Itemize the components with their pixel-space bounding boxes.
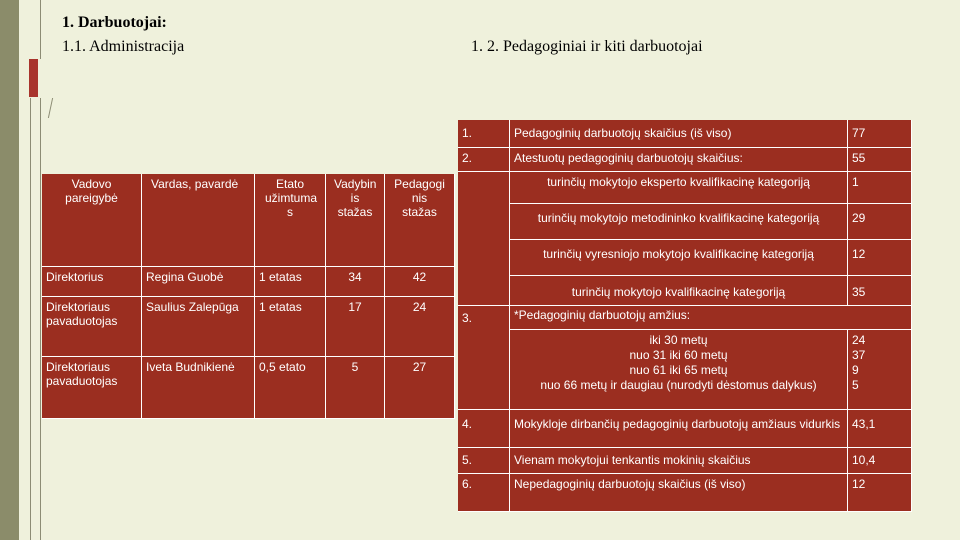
ped-age-under30-value: 24 (852, 333, 866, 347)
ped-age-61-65-value: 9 (852, 363, 859, 377)
admin-row1-pedagogical-tenure: 42 (385, 267, 455, 297)
ped-category-senior-value: 12 (848, 240, 912, 276)
ped-age-groups (510, 330, 848, 410)
decorative-line (48, 98, 53, 118)
admin-row1-name: Regina Guobė (142, 267, 255, 297)
ped-row6-value: 12 (848, 474, 912, 512)
ped-age-31-60: nuo 31 iki 60 metų (629, 348, 728, 362)
ped-row1-number: 1. (458, 120, 510, 148)
ped-age-61-65: nuo 61 iki 65 metų (629, 363, 728, 377)
ped-category-methodist-label: turinčių mokytojo metodininko kvalifikacinę kategoriją (510, 204, 848, 240)
ped-row5-label: Vienam mokytojui tenkantis mokinių skaičius (510, 448, 848, 474)
ped-row1-value: 77 (848, 120, 912, 148)
page-title: 1. Darbuotojai: (62, 14, 167, 31)
ped-row5-number: 5. (458, 448, 510, 474)
ped-category-expert-label: turinčių mokytojo eksperto kvalifikacinę kategoriją (510, 172, 848, 204)
admin-subtitle: 1.1. Administracija (62, 38, 185, 55)
ped-category-senior-label: turinčių vyresniojo mokytojo kvalifikacinę kategoriją (510, 240, 848, 276)
ped-row3-number: 3. (458, 306, 510, 410)
decorative-line (30, 98, 31, 540)
admin-row2-name: Saulius Zalepūga (142, 297, 255, 357)
admin-row2-pedagogical-tenure: 24 (385, 297, 455, 357)
ped-category-number-blank (458, 172, 510, 306)
ped-category-methodist-value: 29 (848, 204, 912, 240)
admin-row3-managerial-tenure: 5 (326, 357, 385, 419)
ped-row5-value: 10,4 (848, 448, 912, 474)
admin-header-position: Vadovo pareigybė (42, 174, 142, 267)
ped-category-expert-value: 1 (848, 172, 912, 204)
decorative-line (40, 0, 41, 59)
ped-age-values (848, 330, 912, 410)
left-decorative-bar (0, 0, 19, 540)
admin-row2-position: Direktoriaus pavaduotojas (42, 297, 142, 357)
ped-category-teacher-label: turinčių mokytojo kvalifikacinę kategoriją (510, 276, 848, 306)
admin-row3-name: Iveta Budnikienė (142, 357, 255, 419)
admin-header-pedagogical-tenure: Pedagogi nis stažas (385, 174, 455, 267)
ped-age-66plus-value: 5 (852, 378, 859, 392)
ped-age-under30: iki 30 metų (649, 333, 708, 347)
admin-row1-position: Direktorius (42, 267, 142, 297)
admin-row3-position: Direktoriaus pavaduotojas (42, 357, 142, 419)
ped-age-31-60-value: 37 (852, 348, 866, 362)
ped-row3-label: *Pedagoginių darbuotojų amžius: (510, 306, 912, 330)
admin-row2-managerial-tenure: 17 (326, 297, 385, 357)
admin-row1-workload: 1 etatas (255, 267, 326, 297)
admin-header-managerial-tenure: Vadybin is stažas (326, 174, 385, 267)
red-tab-marker (29, 59, 38, 97)
ped-row4-label: Mokykloje dirbančių pedagoginių darbuotojų amžiaus vidurkis (510, 410, 848, 448)
ped-row4-number: 4. (458, 410, 510, 448)
ped-row2-value: 55 (848, 148, 912, 172)
admin-row2-workload: 1 etatas (255, 297, 326, 357)
pedagogical-subtitle: 1. 2. Pedagoginiai ir kiti darbuotojai (471, 38, 703, 55)
admin-row3-pedagogical-tenure: 27 (385, 357, 455, 419)
ped-row1-label: Pedagoginių darbuotojų skaičius (iš viso) (510, 120, 848, 148)
admin-row3-workload: 0,5 etato (255, 357, 326, 419)
ped-row4-value: 43,1 (848, 410, 912, 448)
decorative-line (40, 98, 41, 540)
ped-row2-number: 2. (458, 148, 510, 172)
ped-row6-number: 6. (458, 474, 510, 512)
admin-row1-managerial-tenure: 34 (326, 267, 385, 297)
admin-header-name: Vardas, pavardė (142, 174, 255, 267)
ped-row6-label: Nepedagoginių darbuotojų skaičius (iš viso) (510, 474, 848, 512)
ped-category-teacher-value: 35 (848, 276, 912, 306)
ped-row2-label: Atestuotų pedagoginių darbuotojų skaičius: (510, 148, 848, 172)
ped-age-66plus: nuo 66 metų ir daugiau (nurodyti dėstomus dalykus) (540, 378, 817, 392)
admin-header-workload: Etato užimtuma s (255, 174, 326, 267)
